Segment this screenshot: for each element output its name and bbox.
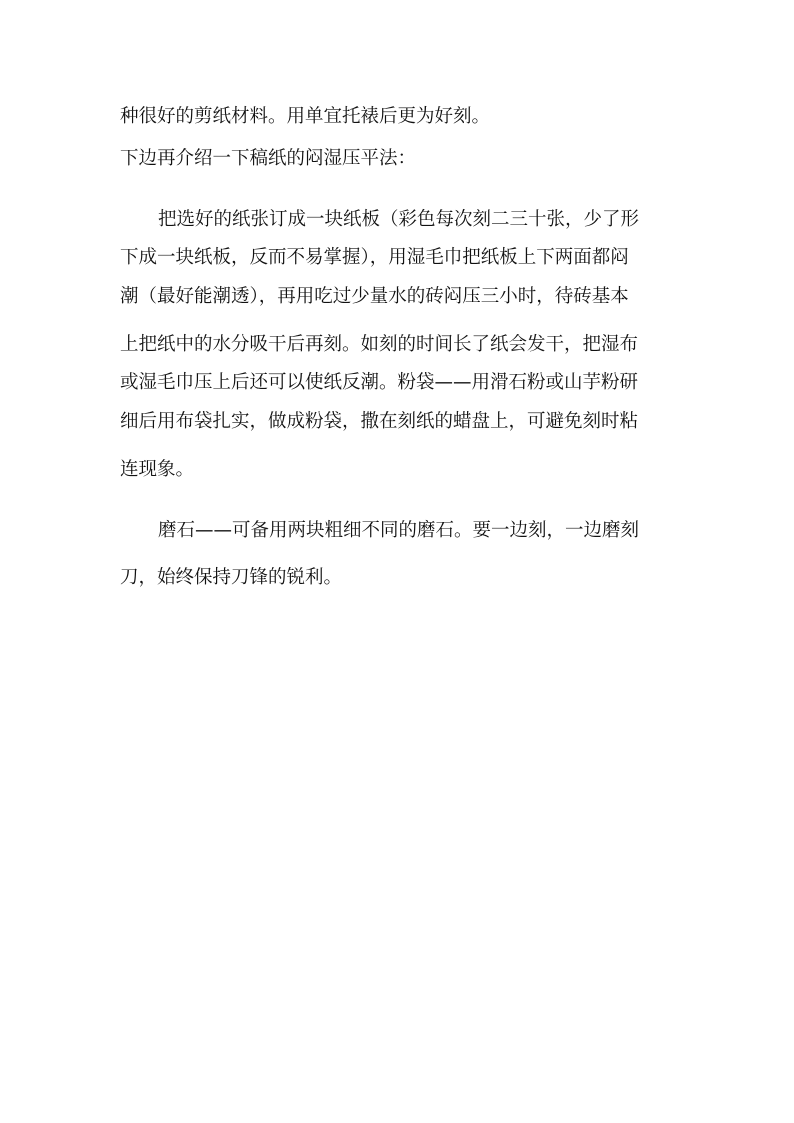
paragraph-line: 种很好的剪纸材料。用单宜托裱后更为好刻。 — [120, 106, 491, 127]
paragraph-line: 下成一块纸板，反而不易掌握），用湿毛巾把纸板上下两面都闷 — [120, 247, 629, 268]
paragraph-line: 上把纸中的水分吸干后再刻。如刻的时间长了纸会发干，把湿布 — [120, 334, 639, 355]
paragraph-line: 潮（最好能潮透），再用吃过少量水的砖闷压三小时，待砖基本 — [120, 286, 629, 307]
paragraph-line: 下边再介绍一下稿纸的闷湿压平法： — [120, 148, 417, 169]
paragraph-line: 细后用布袋扎实，做成粉袋，撒在刻纸的蜡盘上，可避免刻时粘 — [120, 411, 639, 432]
paragraph-line: 或湿毛巾压上后还可以使纸反潮。粉袋——用滑石粉或山芋粉研 — [120, 372, 639, 393]
paragraph-line: 刀，始终保持刀锋的锐利。 — [120, 567, 343, 588]
paragraph-line: 磨石——可备用两块粗细不同的磨石。要一边刻，一边磨刻 — [158, 520, 640, 541]
paragraph-line: 把选好的纸张订成一块纸板（彩色每次刻二三十张，少了形 — [158, 209, 640, 230]
paragraph-line: 连现象。 — [120, 459, 195, 480]
